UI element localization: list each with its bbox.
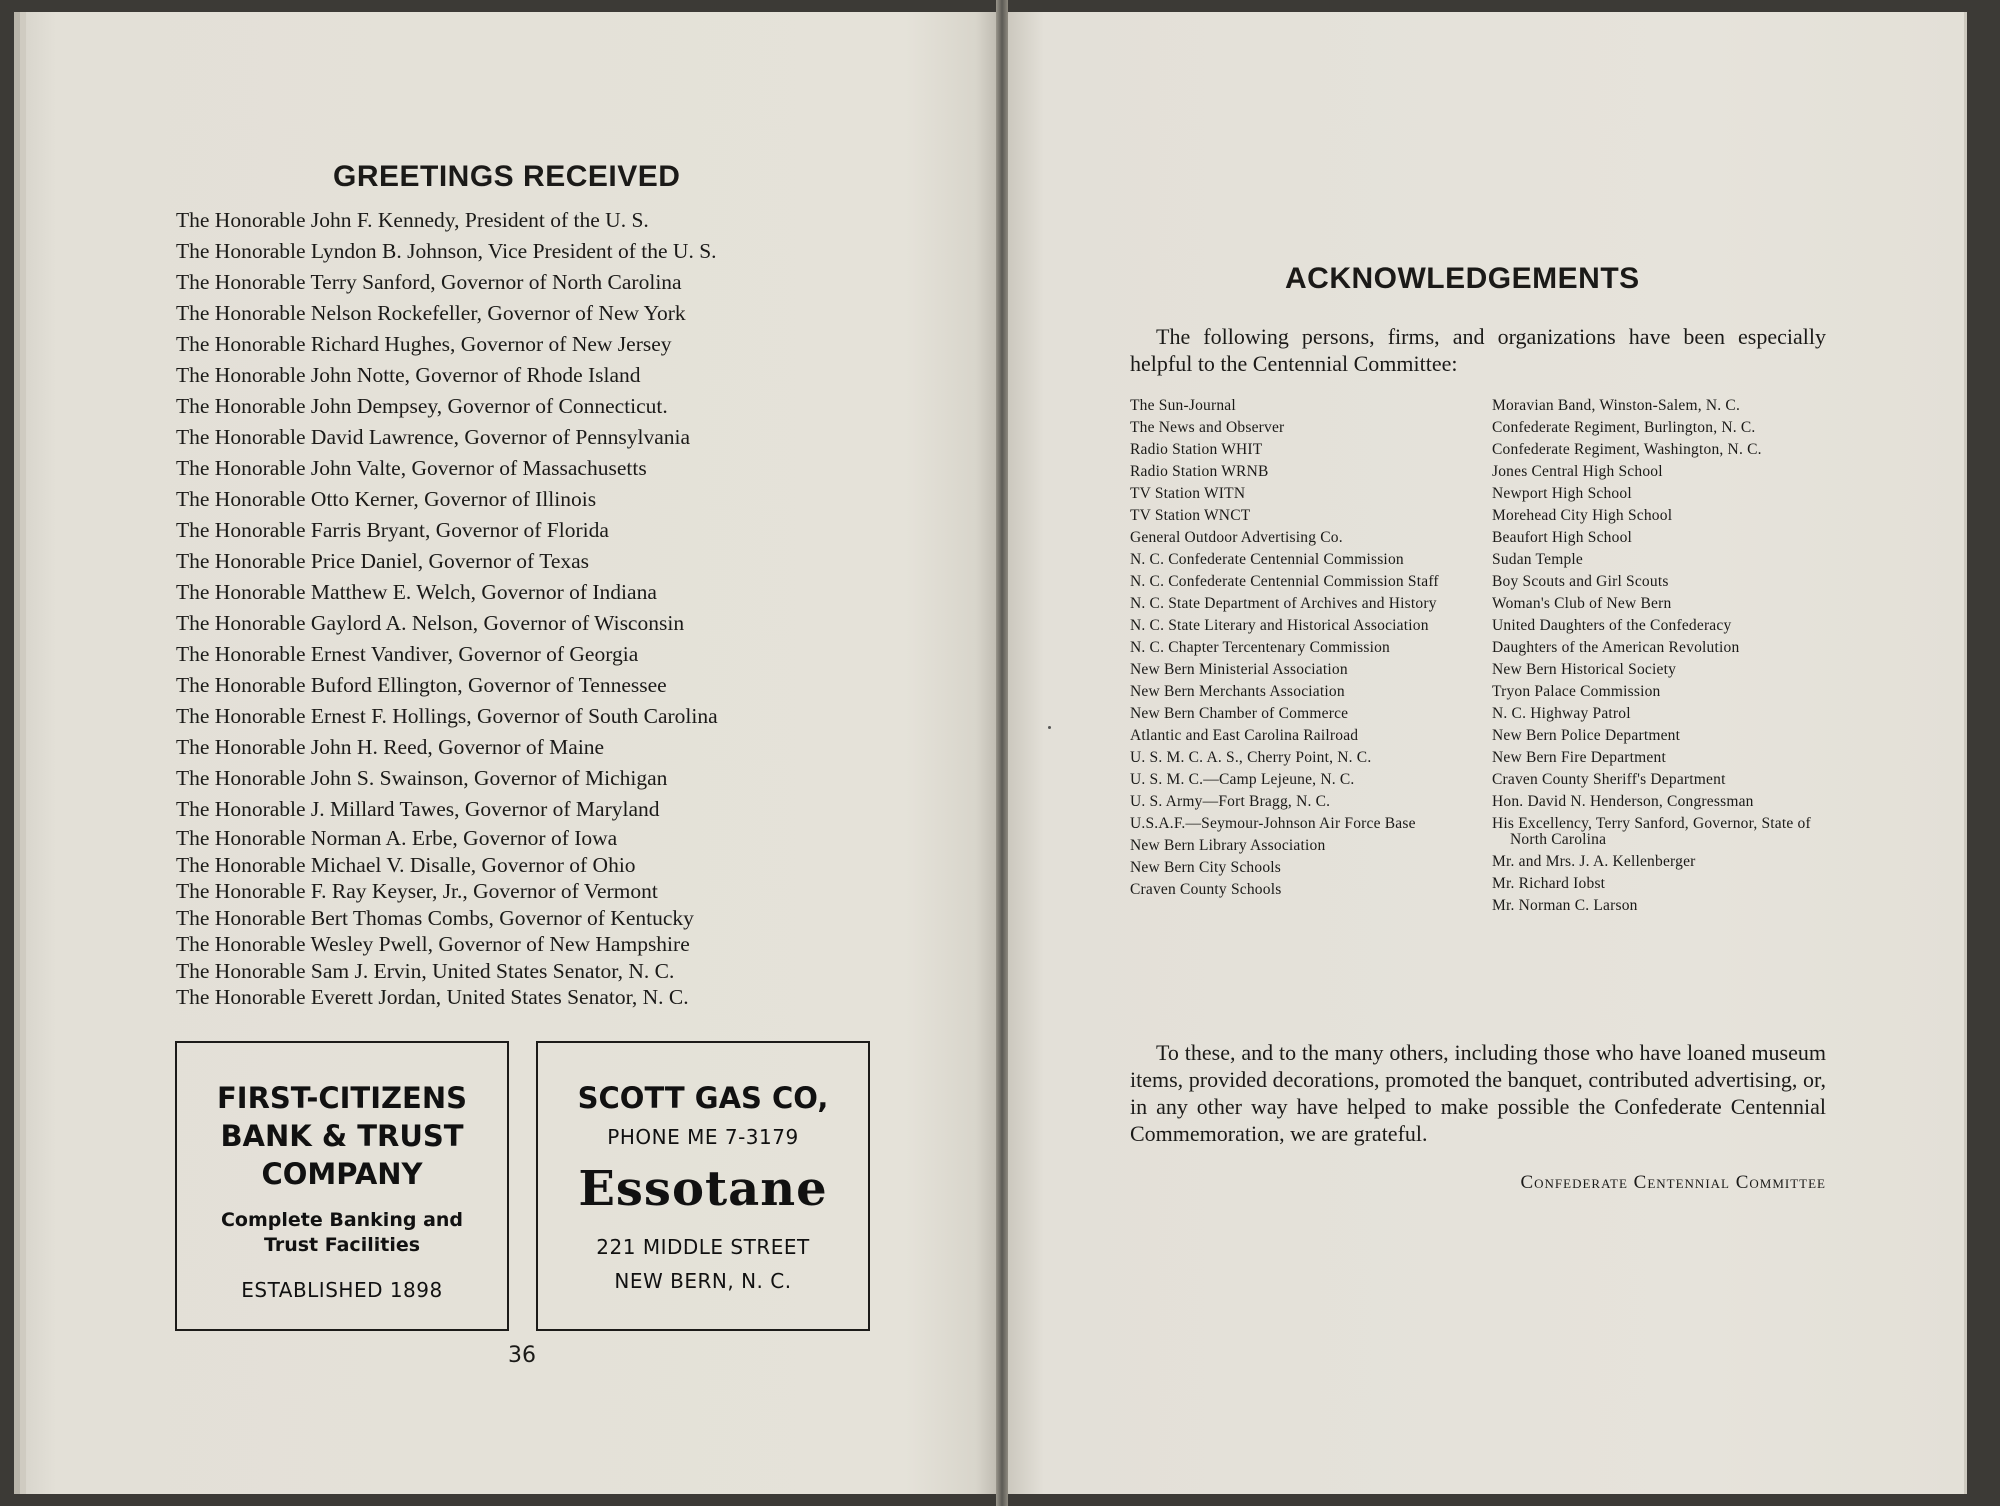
bank-name-line2: BANK & TRUST: [220, 1119, 464, 1153]
greeting-item: The Honorable David Lawrence, Governor of Pennsylvania: [176, 425, 691, 449]
acknowledgement-item: N. C. Confederate Centennial Commission Staff: [1130, 573, 1439, 590]
acknowledgement-item: New Bern Ministerial Association: [1130, 661, 1348, 678]
greeting-item: The Honorable F. Ray Keyser, Jr., Governor of Vermont: [176, 879, 658, 903]
acknowledgement-item: New Bern Chamber of Commerce: [1130, 705, 1349, 722]
acknowledgement-item: TV Station WNCT: [1130, 507, 1251, 524]
acknowledgement-item: Mr. Richard Iobst: [1492, 875, 1606, 892]
greeting-item: The Honorable Ernest F. Hollings, Governor of South Carolina: [176, 704, 718, 728]
bank-advertisement: [175, 1041, 509, 1331]
greeting-item: The Honorable Gaylord A. Nelson, Governor of Wisconsin: [176, 611, 685, 635]
acknowledgement-item: New Bern Police Department: [1492, 727, 1681, 744]
greeting-item: The Honorable Ernest Vandiver, Governor of Georgia: [176, 642, 639, 666]
acknowledgement-item: U. S. M. C.—Camp Lejeune, N. C.: [1130, 771, 1355, 788]
acknowledgement-item: Radio Station WRNB: [1130, 463, 1269, 480]
acknowledgement-item: Tryon Palace Commission: [1492, 683, 1661, 700]
greeting-item: The Honorable Bert Thomas Combs, Governor of Kentucky: [176, 905, 694, 930]
gas-street: 221 MIDDLE STREET: [596, 1235, 810, 1259]
greeting-item: The Honorable Otto Kerner, Governor of Illinois: [176, 487, 597, 511]
bank-established: ESTABLISHED 1898: [241, 1278, 443, 1302]
acknowledgement-item: U. S. Army—Fort Bragg, N. C.: [1130, 793, 1331, 810]
acknowledgement-item: Boy Scouts and Girl Scouts: [1492, 573, 1669, 590]
acknowledgement-item: Mr. and Mrs. J. A. Kellenberger: [1492, 853, 1696, 870]
acknowledgement-item: N. C. State Literary and Historical Association: [1130, 617, 1429, 634]
greeting-item: The Honorable Farris Bryant, Governor of Florida: [176, 518, 609, 542]
acknowledgement-item: N. C. Confederate Centennial Commission: [1130, 551, 1404, 568]
greeting-item: The Honorable Richard Hughes, Governor of New Jersey: [176, 332, 672, 356]
acknowledgement-item: Jones Central High School: [1492, 463, 1663, 480]
greeting-item: The Honorable Everett Jordan, United States Senator, N. C.: [176, 985, 689, 1009]
page-number: 36: [508, 1343, 536, 1368]
greeting-item: The Honorable Matthew E. Welch, Governor of Indiana: [176, 580, 657, 604]
greeting-item: The Honorable John F. Kennedy, President of the U. S.: [176, 208, 649, 232]
acknowledgement-item: U.S.A.F.—Seymour-Johnson Air Force Base: [1130, 815, 1416, 832]
essotane-logo: Essotane: [578, 1161, 828, 1217]
acknowledgement-item: General Outdoor Advertising Co.: [1130, 529, 1343, 546]
greeting-item: The Honorable John Dempsey, Governor of Connecticut.: [176, 394, 668, 418]
acknowledgement-item: United Daughters of the Confederacy: [1492, 617, 1732, 634]
greeting-item: The Honorable J. Millard Tawes, Governor of Maryland: [176, 797, 660, 821]
acknowledgement-item: New Bern Fire Department: [1492, 749, 1666, 766]
acknowledgement-item: Radio Station WHIT: [1130, 441, 1263, 458]
acknowledgement-item: TV Station WITN: [1130, 485, 1246, 502]
acknowledgement-item: Daughters of the American Revolution: [1492, 639, 1740, 656]
acknowledgement-item: Sudan Temple: [1492, 551, 1584, 568]
committee-signature: Confederate Centennial Committee: [1520, 1172, 1826, 1193]
acknowledgements-right-column: [1492, 398, 1837, 920]
acknowledgement-item: New Bern Merchants Association: [1130, 683, 1345, 700]
acknowledgement-item: Beaufort High School: [1492, 529, 1633, 546]
acknowledgement-item: Hon. David N. Henderson, Congressman: [1492, 793, 1754, 810]
acknowledgement-item: Moravian Band, Winston-Salem, N. C.: [1492, 397, 1741, 414]
acknowledgements-intro: The following persons, firms, and organizations have been especially helpful to the Centennial Committee:: [1130, 324, 1826, 376]
acknowledgement-item: The Sun-Journal: [1130, 397, 1236, 414]
greeting-item: The Honorable Price Daniel, Governor of Texas: [176, 549, 590, 573]
acknowledgement-item: Confederate Regiment, Burlington, N. C.: [1492, 419, 1756, 436]
acknowledgement-item: The News and Observer: [1130, 419, 1285, 436]
greeting-item: The Honorable Wesley Pwell, Governor of New Hampshire: [176, 932, 690, 956]
acknowledgement-item: Confederate Regiment, Washington, N. C.: [1492, 441, 1762, 458]
acknowledgement-item: Mr. Norman C. Larson: [1492, 897, 1638, 914]
greeting-item: The Honorable Buford Ellington, Governor of Tennessee: [176, 673, 667, 697]
bank-name-line1: FIRST-CITIZENS: [216, 1081, 467, 1115]
acknowledgement-item: Atlantic and East Carolina Railroad: [1130, 727, 1359, 744]
closing-paragraph: To these, and to the many others, including those who have loaned museum items, provided decorations, promoted the banquet, contributed advertising, or, in any other way have helped to make possible the Confederate Centennial Commemoration, we are grateful.: [1130, 1040, 1826, 1146]
book-gutter: [996, 0, 1008, 1506]
greetings-list: [176, 205, 718, 1011]
acknowledgements-left-column: [1130, 398, 1480, 904]
acknowledgement-item: N. C. Highway Patrol: [1492, 705, 1631, 722]
bank-name-line3: COMPANY: [261, 1157, 423, 1191]
acknowledgement-item: New Bern Historical Society: [1492, 661, 1677, 678]
acknowledgement-item: New Bern Library Association: [1130, 837, 1326, 854]
bank-tagline-line1: Complete Banking and: [220, 1209, 464, 1231]
acknowledgement-item: Craven County Sheriff's Department: [1492, 771, 1726, 788]
acknowledgement-item: Morehead City High School: [1492, 507, 1673, 524]
greeting-item: The Honorable Lyndon B. Johnson, Vice President of the U. S.: [176, 239, 717, 263]
greeting-item: The Honorable Michael V. Disalle, Governor of Ohio: [176, 852, 636, 877]
pencil-mark: [1048, 726, 1051, 729]
greeting-item: The Honorable John Notte, Governor of Rhode Island: [176, 363, 641, 387]
greeting-item: The Honorable Terry Sanford, Governor of North Carolina: [176, 270, 682, 294]
greeting-item: The Honorable John Valte, Governor of Massachusetts: [176, 456, 647, 480]
acknowledgement-item: Woman's Club of New Bern: [1492, 595, 1672, 612]
acknowledgement-item: New Bern City Schools: [1130, 859, 1282, 876]
acknowledgement-item: Craven County Schools: [1130, 881, 1282, 898]
gas-company-name: SCOTT GAS CO,: [577, 1081, 829, 1115]
greeting-item: The Honorable Norman A. Erbe, Governor of Iowa: [176, 826, 618, 850]
gas-city: NEW BERN, N. C.: [614, 1269, 792, 1293]
greetings-heading: GREETINGS RECEIVED: [333, 160, 681, 193]
acknowledgement-item: N. C. Chapter Tercentenary Commission: [1130, 639, 1391, 656]
acknowledgement-item: N. C. State Department of Archives and History: [1130, 595, 1437, 612]
gas-phone: PHONE ME 7-3179: [607, 1125, 799, 1149]
gas-advertisement: [536, 1041, 870, 1331]
acknowledgement-item: U. S. M. C. A. S., Cherry Point, N. C.: [1130, 749, 1372, 766]
greeting-item: The Honorable Nelson Rockefeller, Governor of New York: [176, 301, 686, 325]
greeting-item: The Honorable Sam J. Ervin, United States Senator, N. C.: [176, 958, 675, 983]
acknowledgement-item: Newport High School: [1492, 485, 1632, 502]
bank-tagline-line2: Trust Facilities: [263, 1234, 421, 1256]
acknowledgements-heading: ACKNOWLEDGEMENTS: [1285, 262, 1640, 295]
greeting-item: The Honorable John H. Reed, Governor of Maine: [176, 735, 605, 759]
acknowledgement-item: His Excellency, Terry Sanford, Governor, State of North Carolina: [1492, 815, 1811, 848]
greeting-item: The Honorable John S. Swainson, Governor of Michigan: [176, 766, 668, 790]
